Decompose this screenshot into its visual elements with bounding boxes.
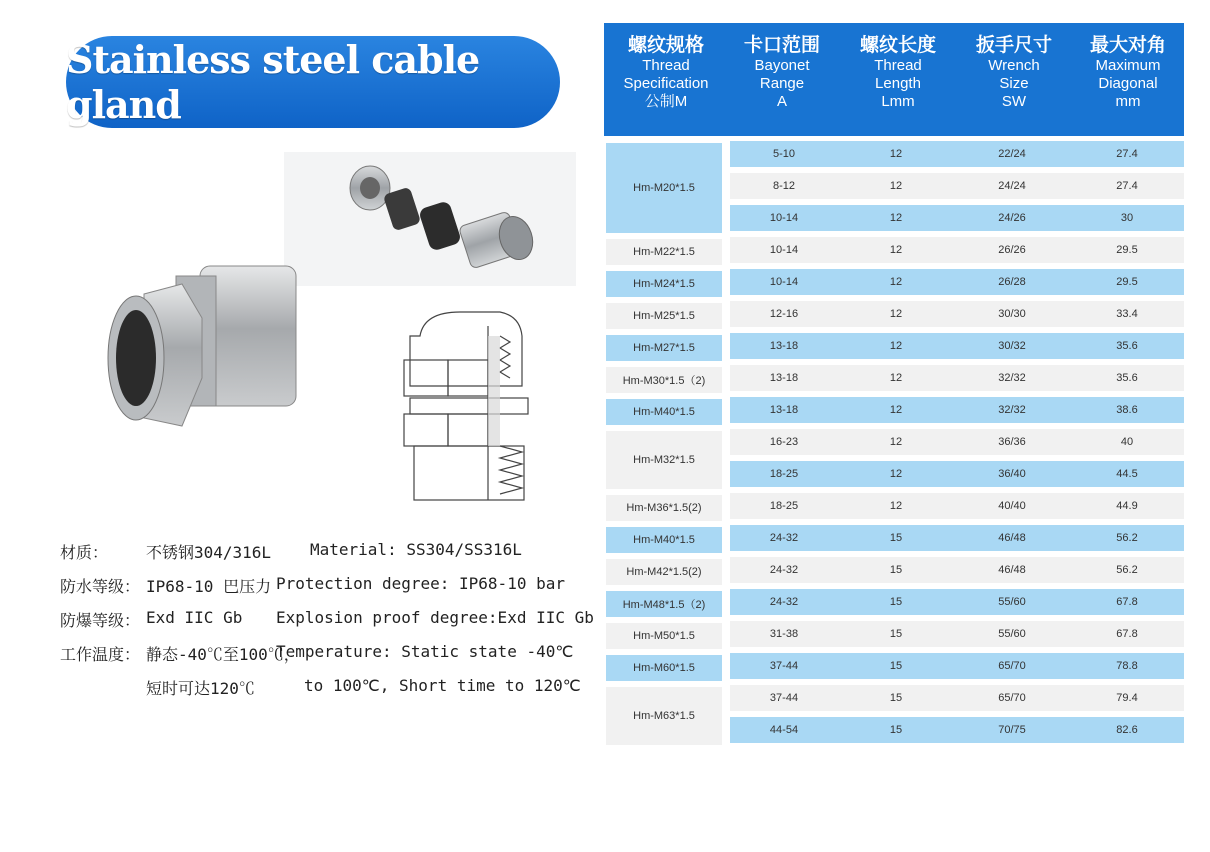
wrench-size-cell: 24/24 (954, 173, 1070, 199)
header-thread-spec: 螺纹规格 Thread Specification 公制M (623, 34, 709, 110)
bayonet-range-cell: 13-18 (730, 397, 838, 423)
spec-label: 材质： (60, 543, 109, 562)
max-diagonal-cell: 44.9 (1070, 493, 1184, 519)
max-diagonal-cell: 35.6 (1070, 333, 1184, 359)
spec-cell: Hm-M25*1.5 (606, 303, 722, 329)
header-bayonet-range: 卡口范围 Bayonet Range A (743, 34, 820, 110)
wrench-size-cell: 55/60 (954, 589, 1070, 615)
thread-length-cell: 15 (838, 653, 954, 679)
max-diagonal-cell: 33.4 (1070, 301, 1184, 327)
exploded-parts-image (284, 152, 576, 286)
max-diagonal-cell: 67.8 (1070, 589, 1184, 615)
spec-english: Temperature: Static state -40℃ (276, 642, 574, 661)
bayonet-range-cell: 37-44 (730, 653, 838, 679)
thread-length-cell: 12 (838, 237, 954, 263)
max-diagonal-cell: 27.4 (1070, 173, 1184, 199)
bayonet-range-cell: 24-32 (730, 525, 838, 551)
wrench-size-cell: 65/70 (954, 653, 1070, 679)
wrench-size-cell: 26/28 (954, 269, 1070, 295)
spec-cell: Hm-M22*1.5 (606, 239, 722, 265)
thread-length-cell: 12 (838, 301, 954, 327)
bayonet-range-cell: 37-44 (730, 685, 838, 711)
wrench-size-cell: 36/40 (954, 461, 1070, 487)
spec-english: to 100℃, Short time to 120℃ (304, 676, 581, 695)
wrench-size-cell: 32/32 (954, 365, 1070, 391)
wrench-size-cell: 22/24 (954, 141, 1070, 167)
thread-length-cell: 15 (838, 525, 954, 551)
bayonet-range-cell: 16-23 (730, 429, 838, 455)
wrench-size-cell: 26/26 (954, 237, 1070, 263)
max-diagonal-cell: 27.4 (1070, 141, 1184, 167)
thread-length-cell: 12 (838, 429, 954, 455)
table-header (604, 23, 1184, 136)
cable-gland-photo (104, 258, 300, 448)
max-diagonal-cell: 40 (1070, 429, 1184, 455)
thread-length-cell: 15 (838, 621, 954, 647)
max-diagonal-cell: 29.5 (1070, 269, 1184, 295)
page-title: Stainless steel cable gland (66, 37, 480, 127)
spec-cell: Hm-M63*1.5 (606, 687, 722, 745)
spec-cell: Hm-M36*1.5(2) (606, 495, 722, 521)
spec-label: 防爆等级： (60, 611, 141, 630)
bayonet-range-cell: 18-25 (730, 493, 838, 519)
max-diagonal-cell: 44.5 (1070, 461, 1184, 487)
header-thread-length: 螺纹长度 Thread Length Lmm (859, 34, 936, 110)
max-diagonal-cell: 78.8 (1070, 653, 1184, 679)
thread-length-cell: 15 (838, 589, 954, 615)
wrench-size-cell: 30/30 (954, 301, 1070, 327)
thread-length-cell: 12 (838, 365, 954, 391)
wrench-size-cell: 65/70 (954, 685, 1070, 711)
thread-length-cell: 12 (838, 205, 954, 231)
bayonet-range-cell: 24-32 (730, 557, 838, 583)
spec-cell: Hm-M24*1.5 (606, 271, 722, 297)
thread-length-cell: 12 (838, 269, 954, 295)
thread-length-cell: 15 (838, 717, 954, 743)
bayonet-range-cell: 13-18 (730, 333, 838, 359)
max-diagonal-cell: 29.5 (1070, 237, 1184, 263)
max-diagonal-cell: 82.6 (1070, 717, 1184, 743)
header-wrench-size: 扳手尺寸 Wrench Size SW (975, 34, 1052, 110)
spec-value: IP68-10 巴压力 (146, 577, 272, 596)
thread-length-cell: 15 (838, 685, 954, 711)
spec-english: Explosion proof degree:Exd IIC Gb (276, 608, 594, 627)
bayonet-range-cell: 44-54 (730, 717, 838, 743)
spec-cell: Hm-M48*1.5（2) (606, 591, 722, 617)
max-diagonal-cell: 30 (1070, 205, 1184, 231)
spec-cell: Hm-M27*1.5 (606, 335, 722, 361)
wrench-size-cell: 30/32 (954, 333, 1070, 359)
wrench-size-cell: 55/60 (954, 621, 1070, 647)
spec-cell: Hm-M50*1.5 (606, 623, 722, 649)
spec-cell: Hm-M20*1.5 (606, 143, 722, 233)
spec-cell: Hm-M30*1.5（2) (606, 367, 722, 393)
spec-value: 静态-40℃至100℃， (146, 645, 300, 664)
max-diagonal-cell: 38.6 (1070, 397, 1184, 423)
thread-length-cell: 12 (838, 173, 954, 199)
spec-cell: Hm-M40*1.5 (606, 527, 722, 553)
thread-length-cell: 12 (838, 461, 954, 487)
thread-length-cell: 12 (838, 397, 954, 423)
spec-value: 短时可达120℃ (146, 679, 255, 698)
spec-english: Material: SS304/SS316L (310, 540, 522, 559)
bayonet-range-cell: 31-38 (730, 621, 838, 647)
bayonet-range-cell: 10-14 (730, 237, 838, 263)
wrench-size-cell: 70/75 (954, 717, 1070, 743)
spec-label: 防水等级： (60, 577, 141, 596)
bayonet-range-cell: 12-16 (730, 301, 838, 327)
wrench-size-cell: 46/48 (954, 557, 1070, 583)
header-max-diagonal: 最大对角 Maximum Diagonal mm (1089, 34, 1166, 110)
spec-cell: Hm-M40*1.5 (606, 399, 722, 425)
title-banner (66, 36, 560, 128)
wrench-size-cell: 32/32 (954, 397, 1070, 423)
wrench-size-cell: 36/36 (954, 429, 1070, 455)
max-diagonal-cell: 56.2 (1070, 557, 1184, 583)
bayonet-range-cell: 10-14 (730, 269, 838, 295)
thread-length-cell: 12 (838, 333, 954, 359)
bayonet-range-cell: 8-12 (730, 173, 838, 199)
wrench-size-cell: 24/26 (954, 205, 1070, 231)
wrench-size-cell: 46/48 (954, 525, 1070, 551)
max-diagonal-cell: 79.4 (1070, 685, 1184, 711)
spec-value: 不锈钢304/316L (146, 543, 272, 562)
wrench-size-cell: 40/40 (954, 493, 1070, 519)
spec-english: Protection degree: IP68-10 bar (276, 574, 565, 593)
bayonet-range-cell: 5-10 (730, 141, 838, 167)
spec-cell: Hm-M60*1.5 (606, 655, 722, 681)
cross-section-drawing (390, 306, 548, 504)
bayonet-range-cell: 13-18 (730, 365, 838, 391)
spec-cell: Hm-M42*1.5(2) (606, 559, 722, 585)
thread-length-cell: 15 (838, 557, 954, 583)
thread-length-cell: 12 (838, 493, 954, 519)
bayonet-range-cell: 10-14 (730, 205, 838, 231)
spec-label: 工作温度： (60, 645, 141, 664)
max-diagonal-cell: 35.6 (1070, 365, 1184, 391)
max-diagonal-cell: 56.2 (1070, 525, 1184, 551)
max-diagonal-cell: 67.8 (1070, 621, 1184, 647)
spec-value: Exd IIC Gb (146, 608, 243, 627)
spec-cell: Hm-M32*1.5 (606, 431, 722, 489)
bayonet-range-cell: 18-25 (730, 461, 838, 487)
bayonet-range-cell: 24-32 (730, 589, 838, 615)
thread-length-cell: 12 (838, 141, 954, 167)
